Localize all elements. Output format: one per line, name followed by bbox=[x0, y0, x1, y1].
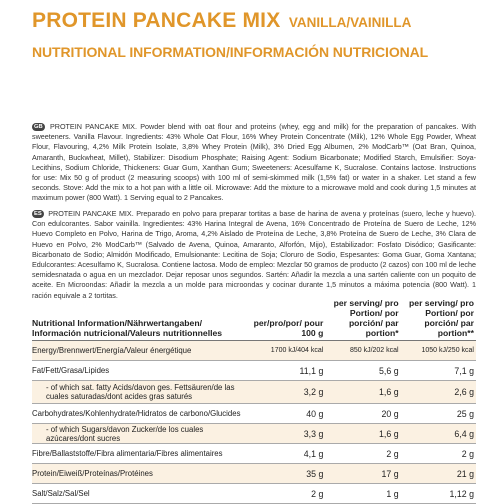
value-per-serving-1: 20 g bbox=[325, 404, 400, 424]
value-per-serving-2: 21 g bbox=[401, 464, 476, 484]
value-per-serving-1: 1 g bbox=[325, 484, 400, 504]
nutrient-label: Salt/Salz/Sal/Sel bbox=[32, 484, 247, 504]
nutrient-label: Energy/Brennwert/Energía/Valeur énergétique bbox=[32, 341, 247, 361]
table-row bbox=[32, 484, 476, 504]
table-row bbox=[32, 361, 476, 381]
nutrient-label: Fibre/Ballaststoffe/Fibra alimentaria/Fibres alimentaires bbox=[32, 444, 247, 464]
nutrition-table-body bbox=[32, 341, 476, 504]
value-per-serving-1: 1,6 g bbox=[325, 424, 400, 444]
header-label-line2: Información nutricional/Valeurs nutritionnelles bbox=[32, 328, 223, 338]
value-per-serving-1: 17 g bbox=[325, 464, 400, 484]
nutrient-label: Protein/Eiweiß/Proteínas/Protéines bbox=[32, 464, 247, 484]
nutrient-label: Fat/Fett/Grasa/Lipides bbox=[32, 361, 247, 381]
description-spanish bbox=[32, 209, 476, 301]
value-per-serving-2: 25 g bbox=[401, 404, 476, 424]
header-label-line1: Nutritional Information/Nährwertangaben/ bbox=[32, 318, 202, 328]
value-per-100g: 3,2 g bbox=[247, 381, 326, 404]
value-per-serving-2: 2,6 g bbox=[401, 381, 476, 404]
value-per-serving-2: 2 g bbox=[401, 444, 476, 464]
value-per-serving-2: 1050 kJ/250 kcal bbox=[401, 341, 476, 361]
language-badge-es: ES bbox=[34, 211, 42, 217]
table-row bbox=[32, 444, 476, 464]
language-badge-gb: GB bbox=[34, 124, 43, 130]
table-row bbox=[32, 381, 476, 404]
table-row bbox=[32, 424, 476, 444]
nutrient-label: - of which sat. fatty Acids/davon ges. Fettsäuren/de las cuales saturadas/dont acides gras saturés bbox=[32, 381, 247, 404]
value-per-100g: 1700 kJ/404 kcal bbox=[247, 341, 326, 361]
value-per-serving-1: 850 kJ/202 kcal bbox=[325, 341, 400, 361]
value-per-100g: 11,1 g bbox=[247, 361, 326, 381]
section-subtitle: NUTRITIONAL INFORMATION/INFORMACIÓN NUTRICIONAL bbox=[32, 44, 429, 60]
value-per-100g: 2 g bbox=[247, 484, 326, 504]
value-per-serving-2: 1,12 g bbox=[401, 484, 476, 504]
header-per-serving-2: per serving/ pro Portion/ por porción/ par portion** bbox=[401, 298, 476, 341]
nutrient-label: - of which Sugars/davon Zucker/de los cuales azúcares/dont sucres bbox=[32, 424, 247, 444]
product-flavor: VANILLA/VAINILLA bbox=[288, 15, 412, 30]
product-title bbox=[32, 9, 411, 33]
nutrition-table bbox=[32, 298, 476, 504]
value-per-100g: 4,1 g bbox=[247, 444, 326, 464]
description-spanish-text: PROTEIN PANCAKE MIX. Preparado en polvo para preparar tortitas a base de harina de avena y proteínas (suero, leche y huevo). Con edulcorantes. Sabor vainilla. Ingredientes: 43% Harina Integral de Avena, 16% Concentrado de Proteína de Suero de Leche, 12% Huevo Completo en Polvo, Harina de Trigo, Aroma, 4,2% Aislado de Proteína de Leche, 3,8% Proteína de Suero de Leche, 3% Clara de Huevo en Polvo, 2% ModCarb™ (Salvado de Avena, Quinoa, Amaranto, Alforfón, Mijo), Estabilizador: Fosfato Disódico; Gasificante: Bicarbonato de Sodio; Almidón Modificado, Emulsionante: Lecitina de Soja; Cloruro de Sodio, Espesantes: Goma Guar, Goma Xantana; Edulcorantes: Acesulfamo K, Sucralosa. Contiene lactosa. Modo de empleo: Mezclar 50 gramos de producto (2 cazos) con 100 ml de leche semidesnatada o agua en un mezclador. Dejar reposar unos segundos. Sartén: Añadir la mezcla a una sartén caliente con un poquito de aceite. En Microondas: Añadir la mezcla a un molde para microondas y cocinar durante 1,5 minutos a máxima potencia (800 Watt). 1 ración equivale a 2 tortitas. bbox=[32, 209, 476, 300]
nutrition-table-header bbox=[32, 298, 476, 341]
value-per-100g: 35 g bbox=[247, 464, 326, 484]
value-per-100g: 40 g bbox=[247, 404, 326, 424]
table-row bbox=[32, 404, 476, 424]
value-per-serving-2: 7,1 g bbox=[401, 361, 476, 381]
description-english bbox=[32, 122, 476, 204]
value-per-serving-1: 1,6 g bbox=[325, 381, 400, 404]
value-per-serving-2: 6,4 g bbox=[401, 424, 476, 444]
product-name: PROTEIN PANCAKE MIX bbox=[32, 9, 281, 32]
value-per-serving-1: 5,6 g bbox=[325, 361, 400, 381]
description-english-text: PROTEIN PANCAKE MIX. Powder blend with oat flour and proteins (whey, egg and milk) for the preparation of pancakes. With sweeteners. Vanilla Flavour. Ingredients: 43% Whole Oat Flour, 16% Whey Protein Concentrate (Milk), 12% Whole Egg Powder, Wheat Flour, Flavouring, 4,2% Milk Protein Isolate, 3,8% Whey Protein (Milk), 3% Dried Egg Albumen, 2% ModCarb™ (Oat Bran, Quinoa, Amaranth, Buckwheat, Millet), Stabilizer: Disodium Phosphate; Raising Agent: Sodium Bicarbonate; Modified Starch, Emulsifier: Soya-Lecithins, Sodium Chloride, Thickeners: Guar Gum, Xanthan Gum; Sweeteners: Acesulfame K, Sucralose. Contains lactose. Instructions for use: Mix 50 g of product (2 measuring scoops) with 100 ml of semi-skimmed milk (1,5% fat) or water in a shaker. Let stand a few seconds. Stove: Add the mix to a hot pan with a little oil. Microwave: Add the mixture to a microwave mold and cook during 1,5 minutes at maximum power (800 Watt). 1 Serving equal to 2 Pancakes. bbox=[32, 122, 477, 203]
nutrient-label: Carbohydrates/Kohlenhydrate/Hidratos de carbono/Glucides bbox=[32, 404, 247, 424]
header-per-100g: per/pro/por/ pour 100 g bbox=[247, 298, 326, 341]
value-per-serving-1: 2 g bbox=[325, 444, 400, 464]
header-per-serving-1: per serving/ pro Portion/ por porción/ par portion* bbox=[325, 298, 400, 341]
value-per-100g: 3,3 g bbox=[247, 424, 326, 444]
table-row bbox=[32, 341, 476, 361]
table-row bbox=[32, 464, 476, 484]
header-label bbox=[32, 298, 247, 341]
